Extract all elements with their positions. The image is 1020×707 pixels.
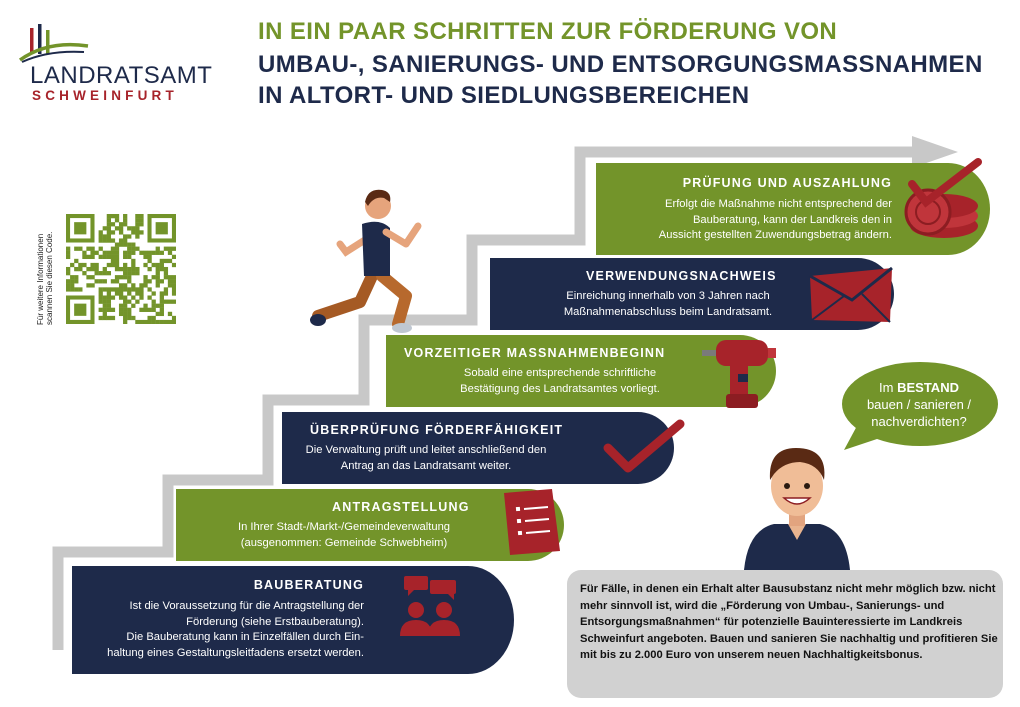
step-verwendung-line2: Maßnahmenabschluss beim Landratsamt. bbox=[563, 305, 773, 318]
step-bauberatung-text bbox=[107, 599, 364, 661]
step-vorzeitig-line2: Bestätigung des Landratsamtes vorliegt. bbox=[460, 382, 660, 395]
coins-check-icon bbox=[898, 156, 990, 246]
step-vorzeitig-title: VORZEITIGER MASSNAHMENBEGINN bbox=[404, 346, 666, 360]
drill-icon bbox=[700, 334, 780, 412]
step-verwendung-line1: Einreichung innerhalb von 3 Jahren nach bbox=[566, 290, 770, 302]
step-bauberatung-line1: Ist die Voraussetzung für die Antragstellung der bbox=[129, 600, 364, 612]
step-ueberpruefung-line2: Antrag an das Landratsamt weiter. bbox=[340, 459, 512, 472]
step-verwendung-title: VERWENDUNGSNACHWEIS bbox=[586, 269, 777, 283]
consultation-icon bbox=[396, 574, 466, 640]
speech-line1: Im BESTAND bbox=[879, 380, 959, 395]
logo-subtitle: SCHWEINFURT bbox=[32, 88, 178, 103]
speech-line2: bauen / sanieren / bbox=[866, 397, 972, 412]
step-ueberpruefung-title: ÜBERPRÜFUNG FÖRDERFÄHIGKEIT bbox=[310, 423, 564, 437]
step-vorzeitig-line1: Sobald eine entsprechende schriftliche bbox=[463, 367, 657, 379]
step-bauberatung bbox=[72, 566, 372, 674]
step-pruefung-line1: Erfolgt die Maßnahme nicht entsprechend der bbox=[665, 198, 892, 210]
step-ueberpruefung-text bbox=[290, 443, 562, 474]
step-pruefung-text bbox=[659, 197, 892, 244]
logo-wordmark: LANDRATSAMT bbox=[30, 62, 213, 89]
speech-bubble-text bbox=[853, 379, 985, 430]
step-pruefung-line2: Bauberatung, kann der Landkreis den in bbox=[692, 213, 892, 226]
step-vorzeitig-text bbox=[440, 366, 680, 397]
step-pruefung-title: PRÜFUNG UND AUSZAHLUNG bbox=[682, 176, 892, 190]
step-antrag-line2: (ausgenommen: Gemeinde Schwebheim) bbox=[240, 536, 448, 549]
headline-line1: IN EIN PAAR SCHRITTEN ZUR FÖRDERUNG VON bbox=[258, 18, 838, 45]
headline-line3: IN ALTORT- UND SIEDLUNGSBEREICHEN bbox=[258, 82, 750, 109]
headline-line2: UMBAU-, SANIERUNGS- UND ENTSORGUNGSMASSNAHMEN bbox=[258, 51, 983, 78]
step-bauberatung-line4: haltung eines Gestaltungsleitfadens ersetzt werden. bbox=[107, 646, 364, 659]
step-antrag-line1: In Ihrer Stadt-/Markt-/Gemeindeverwaltung bbox=[237, 521, 451, 533]
step-verwendung-text bbox=[556, 289, 780, 320]
speech-line3: nachverdichten? bbox=[871, 414, 967, 429]
info-box-text: Für Fälle, in denen ein Erhalt alter Bausubstanz nicht mehr möglich bzw. nicht mehr sinnvoll ist, wird die „Förderung von Umbau-, Sanierungs- und Entsorgungsmaßnahmen“ für potenzielle Bauinteressierte im Landkreis Schweinfurt angeboten. Bauen und sanieren Sie nachhaltig und profitieren Sie mit bis zu 2.000 Euro von unserem neuen Nachhaltigkeitsbonus. bbox=[580, 583, 998, 661]
smiling-man-illustration bbox=[744, 440, 850, 570]
running-man-illustration bbox=[310, 184, 440, 334]
step-ueberpruefung-line1: Die Verwaltung prüft und leitet anschließend den bbox=[305, 444, 547, 456]
step-bauberatung-line2: Förderung (siehe Erstbauberatung). bbox=[186, 615, 364, 628]
document-icon bbox=[496, 487, 568, 559]
qr-caption-line1: Für weitere Informationen bbox=[36, 233, 45, 325]
step-pruefung-line3: Aussicht gestellten Zuwendungsbetrag ändern. bbox=[658, 229, 892, 241]
step-bauberatung-line3: Die Bauberatung kann in Einzelfällen durch Ein- bbox=[126, 631, 364, 643]
step-antrag-text bbox=[214, 520, 474, 551]
step-bauberatung-title: BAUBERATUNG bbox=[253, 578, 364, 592]
step-antrag-title: ANTRAGSTELLUNG bbox=[332, 500, 470, 514]
envelope-icon bbox=[806, 264, 896, 326]
qr-caption-line2: scannen Sie diesen Code. bbox=[45, 231, 54, 325]
checkmark-icon bbox=[600, 418, 686, 474]
step-pruefung bbox=[596, 163, 906, 255]
